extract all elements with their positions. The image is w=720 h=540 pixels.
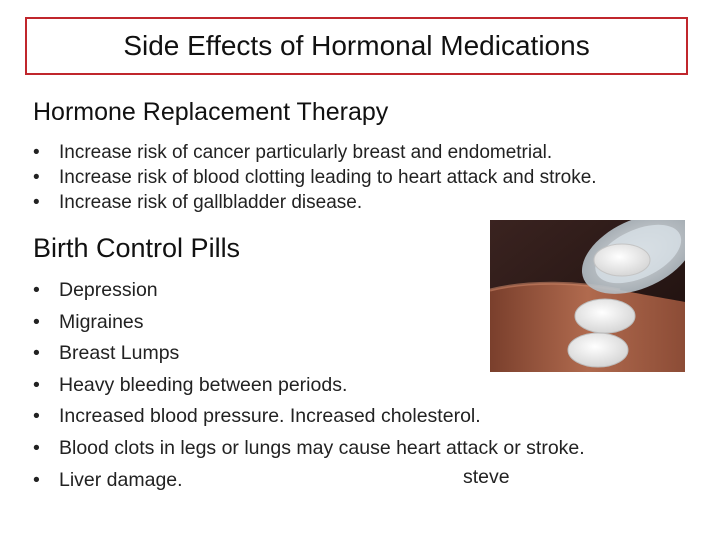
signature-text: steve bbox=[463, 466, 510, 488]
section-heading-bcp: Birth Control Pills bbox=[33, 233, 241, 263]
list-item: • Liver damage. bbox=[33, 465, 585, 497]
pills-photo-icon bbox=[490, 220, 685, 372]
list-item: • Increase risk of blood clotting leading to heart attack and stroke. bbox=[33, 165, 597, 190]
title-box bbox=[25, 17, 688, 75]
slide-title: Side Effects of Hormonal Medications bbox=[123, 30, 590, 61]
hrt-list bbox=[33, 140, 597, 215]
list-item: • Increased blood pressure. Increased cholesterol. bbox=[33, 401, 585, 433]
list-item: • Depression bbox=[33, 275, 585, 307]
list-item: • Increase risk of gallbladder disease. bbox=[33, 190, 597, 215]
list-item: • Heavy bleeding between periods. bbox=[33, 370, 585, 402]
list-item: • Blood clots in legs or lungs may cause heart attack or stroke. bbox=[33, 433, 585, 465]
list-item: • Increase risk of cancer particularly breast and endometrial. bbox=[33, 140, 597, 165]
list-item: • Breast Lumps bbox=[33, 338, 585, 370]
list-item: • Migraines bbox=[33, 307, 585, 339]
section-heading-hrt: Hormone Replacement Therapy bbox=[33, 98, 389, 126]
